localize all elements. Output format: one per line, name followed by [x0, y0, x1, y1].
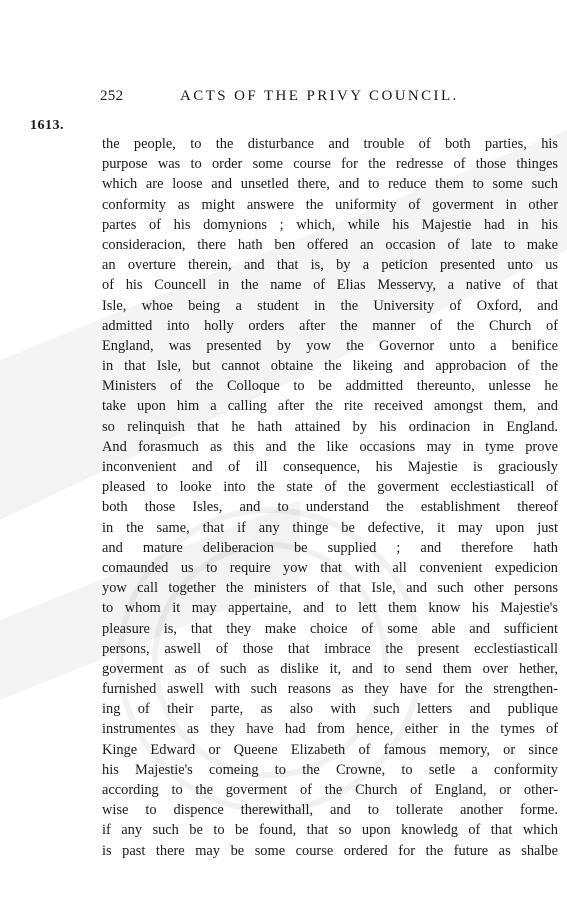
text-line: England, was presented by yow the Governor unto a benifice — [102, 337, 558, 354]
text-line: admitted into holly orders after the manner of the Church of — [102, 317, 558, 334]
text-line: in that Isle, but cannot obtaine the likeing and approbacion of the — [102, 358, 558, 375]
text-line: And forasmuch as this and the like occasions may in tyme prove — [102, 438, 558, 455]
running-title: ACTS OF THE PRIVY COUNCIL. — [180, 88, 459, 104]
text-line: according to the goverment of the Church of England, or other- — [102, 782, 558, 798]
text-line: an overture therein, and that is, by a peticion presented unto us — [102, 257, 558, 274]
text-line: both those Isles, and to understand the establishment thereof — [102, 499, 558, 516]
text-line: take upon him a calling after the rite received amongst them, and — [102, 398, 558, 415]
text-line: so relinquish that he hath attained by his ordinacion in England. — [102, 418, 558, 435]
text-line: goverment as of such as dislike it, and to send them over hether, — [102, 660, 558, 677]
text-line: Ministers of the Colloque to be addmitted thereunto, unlesse he — [102, 378, 558, 395]
body-text — [102, 134, 558, 861]
text-line: pleasure is, that they make choice of some able and sufficient — [102, 620, 558, 637]
text-line: in the same, that if any thinge be defective, it may upon just — [102, 519, 558, 536]
text-line: Kinge Edward or Queene Elizabeth of famous memory, or since — [102, 741, 558, 758]
text-line: the people, to the disturbance and trouble of both parties, his — [102, 136, 558, 152]
text-line: yow call together the ministers of that Isle, and such other persons — [102, 580, 558, 597]
text-line: persons, aswell of those that imbrace the present ecclestiasticall — [102, 640, 558, 657]
text-line: his Majestie's comeing to the Crowne, to setle a conformity — [102, 761, 558, 778]
page-number: 252 — [100, 88, 124, 104]
text-line: which are loose and unsetled there, and to reduce them to some such — [102, 176, 558, 193]
text-line: and mature deliberacion be supplied ; and therefore hath — [102, 539, 558, 556]
text-line: conformity as might answere the uniformity of goverment in other — [102, 196, 558, 213]
text-line: instrumentes as they have had from hence, either in the tymes of — [102, 721, 558, 738]
text-line: ing of their parte, as also with such letters and publique — [102, 701, 558, 718]
text-line: to whom it may appertaine, and to lett them know his Majestie's — [102, 600, 558, 617]
text-line: Isle, whoe being a student in the University of Oxford, and — [102, 297, 558, 314]
text-line: inconvenient and of ill consequence, his Majestie is graciously — [102, 459, 558, 475]
running-head — [100, 88, 555, 106]
text-line: is past there may be some course ordered for the future as shalbe — [102, 842, 558, 859]
text-line: if any such be to be found, that so upon knowledg of that which — [102, 822, 558, 839]
margin-year: 1613. — [30, 118, 64, 133]
text-line: pleased to looke into the state of the goverment ecclestiasticall of — [102, 479, 558, 496]
text-line: purpose was to order some course for the redresse of those thinges — [102, 156, 558, 173]
text-line: furnished aswell with such reasons as they have for the strengthen- — [102, 681, 558, 698]
text-line: partes of his domynions ; which, while his Majestie had in his — [102, 216, 558, 233]
text-line: wise to dispence therewithall, and to tollerate another forme. — [102, 802, 558, 819]
text-line: of his Councell in the name of Elias Messervy, a native of that — [102, 277, 558, 294]
text-line: comaunded us to require yow that with all convenient expedicion — [102, 559, 558, 576]
text-line: consideracion, there hath ben offered an occasion of late to make — [102, 236, 558, 253]
